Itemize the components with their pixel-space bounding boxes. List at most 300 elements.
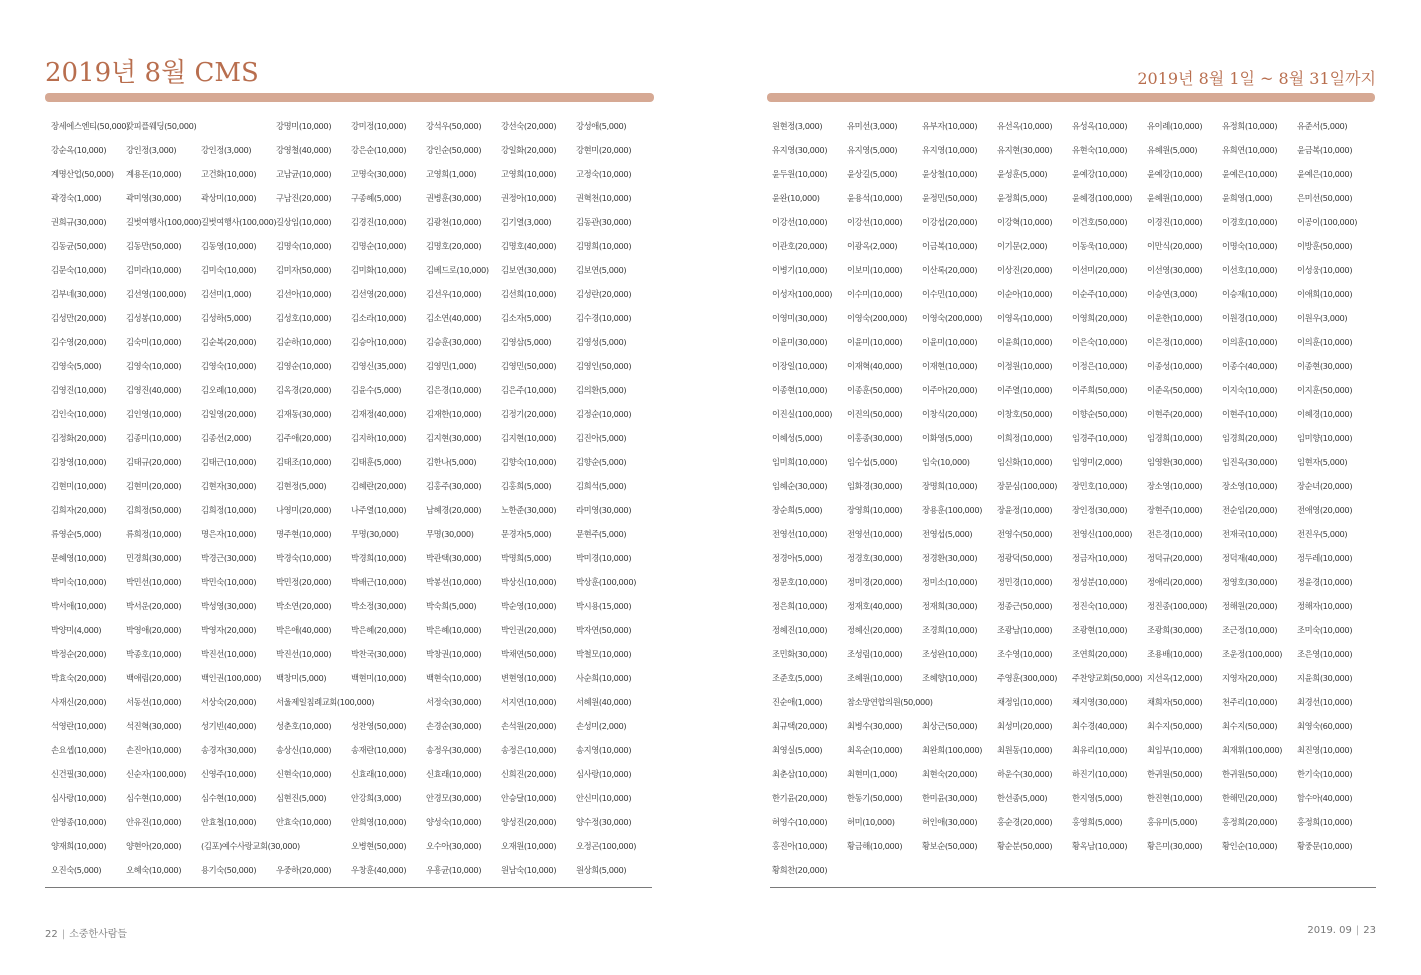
section-name: 소중한사람들 [69,929,128,940]
donor-entry: 김창영(10,000) [51,457,107,467]
donor-entry: 김희정(50,000) [126,505,182,515]
donor-entry: 황옥남(10,000) [1072,841,1128,851]
donor-entry: 윤두원(10,000) [772,169,828,179]
donor-entry: 하진기(10,000) [1072,769,1128,779]
donor-entry: 권희규(30,000) [51,217,107,227]
donor-entry: 이은정(10,000) [1147,337,1203,347]
donor-entry: 황인순(10,000) [1222,841,1278,851]
donor-entry: 이종현(10,000) [772,385,828,395]
donor-entry: 유이례(10,000) [1147,121,1203,131]
donor-entry: 이영옥(10,000) [997,313,1053,323]
donor-entry: 김재정(40,000) [351,409,407,419]
donor-entry: 강성애(5,000) [576,121,627,131]
donor-entry: 강인정(3,000) [201,145,252,155]
donor-row [772,690,1372,714]
donor-row [51,426,651,450]
donor-entry: 지윤희(30,000) [1297,673,1353,683]
donor-entry: 문혜영(10,000) [51,553,107,563]
donor-entry: 무명(30,000) [426,529,474,539]
donor-entry: 조광남(10,000) [997,625,1053,635]
donor-row [772,234,1372,258]
page-title: 2019년 8월 CMS [45,58,259,88]
donor-entry: 성기빈(40,000) [201,721,257,731]
donor-row [772,138,1372,162]
donor-entry: 나영미(20,000) [276,505,332,515]
donor-row [51,762,651,786]
donor-entry: 손석원(20,000) [501,721,557,731]
donor-entry: 백창미(5,000) [276,673,327,683]
donor-entry: 장민호(10,000) [1072,481,1128,491]
donor-entry: 서동선(10,000) [126,697,182,707]
donor-entry: 이보미(10,000) [847,265,903,275]
donor-entry: 박찬국(30,000) [351,649,407,659]
donor-entry: 고영희(1,000) [426,169,477,179]
footer-separator: | [1355,925,1360,936]
donor-row [772,258,1372,282]
title-bar [45,93,654,102]
donor-entry: 김광천(10,000) [426,217,482,227]
donor-entry: 조수영(10,000) [997,649,1053,659]
issue-date: 2019. 09 [1307,925,1352,936]
donor-row [772,762,1372,786]
donor-entry: 송정은(10,000) [501,745,557,755]
donor-entry: 김순하(10,000) [276,337,332,347]
donor-entry: 김오례(10,000) [201,385,257,395]
bottom-rule [45,887,652,888]
donor-entry: 장순희(5,000) [772,505,823,515]
donor-entry: 정미경(20,000) [847,577,903,587]
donor-entry: 주찬양교회(50,000) [1072,673,1143,683]
donor-entry: 최규택(20,000) [772,721,828,731]
footer-left [45,925,127,940]
donor-entry: 박경근(30,000) [201,553,257,563]
donor-entry: 이경진(10,000) [1147,217,1203,227]
donor-row [51,210,651,234]
donor-entry: 김정화(20,000) [51,433,107,443]
donor-entry: 전영섭(5,000) [922,529,973,539]
donor-entry: 전영선(10,000) [772,529,828,539]
donor-entry: 백현숙(10,000) [426,673,482,683]
donor-entry: 조성완(10,000) [922,649,978,659]
donor-entry: 김보연(30,000) [501,265,557,275]
donor-entry: 박인권(20,000) [501,625,557,635]
donor-entry: 김은경(10,000) [426,385,482,395]
donor-entry: 박정순(20,000) [51,649,107,659]
donor-entry: 길벗여행사(100,000) [126,217,202,227]
donor-entry: 계명산업(50,000) [51,169,114,179]
donor-entry: 박효숙(20,000) [51,673,107,683]
donor-entry: 곽상미(10,000) [201,193,257,203]
donor-entry: 곽미영(30,000) [126,193,182,203]
donor-entry: 고남균(10,000) [276,169,332,179]
donor-entry: 한선종(5,000) [997,793,1048,803]
donor-entry: 명은자(10,000) [201,529,257,539]
donor-entry: 이선영(30,000) [1147,265,1203,275]
donor-entry: 변현영(10,000) [501,673,557,683]
donor-entry: 박은혜(20,000) [351,625,407,635]
donor-entry: 원남숙(10,000) [501,865,557,875]
donor-entry: 최수지(50,000) [1222,721,1278,731]
donor-entry: 임진옥(30,000) [1222,457,1278,467]
donor-entry: 유미선(3,000) [847,121,898,131]
donor-entry: 이수민(10,000) [922,289,978,299]
donor-entry: 최성미(20,000) [997,721,1053,731]
donor-entry: 이방훈(50,000) [1297,241,1353,251]
donor-entry: 임숙(10,000) [922,457,970,467]
donor-entry: 강인순(50,000) [426,145,482,155]
donor-row [51,234,651,258]
donor-entry: 최임부(10,000) [1147,745,1203,755]
donor-entry: 오진숙(5,000) [51,865,102,875]
donor-entry: 백애림(20,000) [126,673,182,683]
donor-entry: 장인정(30,000) [1072,505,1128,515]
donor-entry: 김베드로(10,000) [426,265,489,275]
donor-entry: 이창식(20,000) [922,409,978,419]
donor-entry: 천주리(10,000) [1222,697,1278,707]
donor-entry: 박상신(10,000) [501,577,557,587]
donor-entry: 은미선(50,000) [1297,193,1353,203]
donor-row [51,714,651,738]
donor-entry: 이홍종(30,000) [847,433,903,443]
donor-row [51,258,651,282]
donor-entry: 김명숙(10,000) [276,241,332,251]
donor-entry: 석진혁(30,000) [126,721,182,731]
donor-entry: 이애희(10,000) [1297,289,1353,299]
donor-entry: 이영숙(200,000) [922,313,983,323]
donor-entry: 장현주(10,000) [1147,505,1203,515]
donor-row [772,594,1372,618]
donor-entry: 오정곤(100,000) [576,841,637,851]
donor-entry: 원상희(5,000) [576,865,627,875]
donor-row [772,642,1372,666]
donor-entry: 이영미(30,000) [772,313,828,323]
donor-row [772,354,1372,378]
donor-entry: 김태조(10,000) [276,457,332,467]
donor-entry: 우창훈(40,000) [351,865,407,875]
donor-entry: 허인애(30,000) [922,817,978,827]
donor-entry: 조용배(10,000) [1147,649,1203,659]
donor-entry: 최수경(40,000) [1072,721,1128,731]
donor-entry: (김포)예수사랑교회(30,000) [201,841,300,851]
donor-entry: 전애영(20,000) [1297,505,1353,515]
donor-entry: 박관택(30,000) [426,553,482,563]
donor-entry: 김지현(10,000) [501,433,557,443]
donor-entry: 이만식(20,000) [1147,241,1203,251]
donor-entry: 박민숙(10,000) [201,577,257,587]
donor-entry: 김보연(5,000) [576,265,627,275]
donor-entry: 함수아(40,000) [1297,793,1353,803]
donor-entry: 김윤수(5,000) [351,385,402,395]
donor-entry: 박성영(30,000) [201,601,257,611]
donor-entry: 김영순(10,000) [276,361,332,371]
donor-row [772,114,1372,138]
donor-row [772,570,1372,594]
donor-entry: 조운정(100,000) [1222,649,1283,659]
donor-entry: 박명희(5,000) [501,553,552,563]
donor-entry: 손요셉(10,000) [51,745,107,755]
donor-entry: 박은혜(10,000) [426,625,482,635]
donor-row [772,666,1372,690]
donor-entry: 홍정희(10,000) [1297,817,1353,827]
donor-entry: 임혜순(30,000) [772,481,828,491]
donor-entry: 이광옥(2,000) [847,241,898,251]
donor-entry: 이진실(100,000) [772,409,833,419]
donor-entry: 김현미(20,000) [126,481,182,491]
donor-entry: 김영민(1,000) [426,361,477,371]
donor-entry: 윤용석(10,000) [847,193,903,203]
donor-entry: 김동균(50,000) [51,241,107,251]
donor-entry: 전영수(50,000) [997,529,1053,539]
donor-entry: 김영신(35,000) [351,361,407,371]
donor-entry: 한진현(10,000) [1147,793,1203,803]
donor-entry: 이종훈(50,000) [847,385,903,395]
donor-entry: 안경모(30,000) [426,793,482,803]
donor-entry: 이윤희(10,000) [997,337,1053,347]
donor-row [51,306,651,330]
donor-entry: 김종선(2,000) [201,433,252,443]
donor-entry: 임신화(10,000) [997,457,1053,467]
donor-entry: 갓피플웨딩(50,000) [126,121,197,131]
donor-entry: 이선호(10,000) [1222,265,1278,275]
donor-entry: 백인권(100,000) [201,673,262,683]
donor-entry: 장소영(10,000) [1222,481,1278,491]
donor-entry: 용기숙(50,000) [201,865,257,875]
donor-entry: 고명숙(30,000) [351,169,407,179]
donor-entry: 김성란(20,000) [576,289,632,299]
donor-entry: 이경호(10,000) [1222,217,1278,227]
donor-entry: 김영숙(10,000) [201,361,257,371]
donor-entry: 조경희(10,000) [922,625,978,635]
donor-row [51,186,651,210]
donor-entry: 박은애(40,000) [276,625,332,635]
donor-entry: 김태근(10,000) [201,457,257,467]
donor-entry: 최영실(5,000) [772,745,823,755]
donor-entry: 권정아(10,000) [501,193,557,203]
donor-entry: 성찬영(50,000) [351,721,407,731]
donor-entry: 홍순경(20,000) [997,817,1053,827]
donor-entry: 구남진(20,000) [276,193,332,203]
donor-entry: 임경희(10,000) [1147,433,1203,443]
donor-entry: 문현주(5,000) [576,529,627,539]
donor-entry: 임경희(20,000) [1222,433,1278,443]
donor-entry: 유준서(5,000) [1297,121,1348,131]
donor-row [772,618,1372,642]
donor-entry: 정민경(10,000) [997,577,1053,587]
donor-entry: 유혜원(5,000) [1147,145,1198,155]
donor-entry: 이은숙(10,000) [1072,337,1128,347]
donor-row [51,474,651,498]
donor-entry: 정영호(30,000) [1222,577,1278,587]
donor-entry: 윤희영(1,000) [1222,193,1273,203]
donor-entry: 박영자(20,000) [201,625,257,635]
donor-entry: 정두레(10,000) [1297,553,1353,563]
donor-entry: 임영미(2,000) [1072,457,1123,467]
donor-entry: 김미숙(10,000) [201,265,257,275]
donor-row [772,738,1372,762]
donor-entry: 서지연(10,000) [501,697,557,707]
donor-entry: 정성분(10,000) [1072,577,1128,587]
donor-entry: 박서운(20,000) [126,601,182,611]
donor-entry: 윤정희(5,000) [997,193,1048,203]
donor-entry: 사재신(20,000) [51,697,107,707]
donor-entry: 이종성(10,000) [1147,361,1203,371]
donor-entry: 정진종(100,000) [1147,601,1208,611]
donor-entry: 박채연(50,000) [501,649,557,659]
donor-entry: 홍영희(5,000) [1072,817,1123,827]
donor-entry: 주영훈(300,000) [997,673,1058,683]
donor-entry: 이정은(10,000) [1072,361,1128,371]
donor-entry: 서혜원(40,000) [576,697,632,707]
donor-entry: 정혜진(10,000) [772,625,828,635]
donor-entry: 황순분(50,000) [997,841,1053,851]
donor-entry: 김인영(10,000) [126,409,182,419]
donor-entry: 최영숙(60,000) [1297,721,1353,731]
donor-row [51,450,651,474]
donor-entry: 김영성(5,000) [576,337,627,347]
donor-entry: 이준옥(50,000) [1147,385,1203,395]
donor-entry: 길벗여행사(100,000) [201,217,277,227]
donor-entry: 심사랑(10,000) [576,769,632,779]
donor-entry: 윤성훈(5,000) [997,169,1048,179]
donor-entry: 조성림(10,000) [847,649,903,659]
donor-entry: 김홍희(5,000) [501,481,552,491]
donor-entry: 박철모(10,000) [576,649,632,659]
donor-entry: 이강섭(20,000) [922,217,978,227]
donor-row [51,498,651,522]
donor-entry: 고건화(10,000) [201,169,257,179]
donor-row [51,786,651,810]
donor-entry: 박미숙(10,000) [51,577,107,587]
donor-entry: 성춘호(10,000) [276,721,332,731]
donor-entry: 이영희(20,000) [1072,313,1128,323]
donor-entry: 안유진(10,000) [126,817,182,827]
donor-entry: 김진아(5,000) [576,433,627,443]
donor-entry: 황보순(50,000) [922,841,978,851]
donor-entry: 김향순(5,000) [576,457,627,467]
donor-entry: 최현숙(20,000) [922,769,978,779]
donor-entry: 이희정(10,000) [997,433,1053,443]
donor-entry: 김재동(30,000) [276,409,332,419]
donor-entry: 전순임(20,000) [1222,505,1278,515]
donor-entry: 강인정(3,000) [126,145,177,155]
donor-entry: 이재현(10,000) [922,361,978,371]
donor-entry: 조은영(10,000) [1297,649,1353,659]
donor-entry: 윤예강(10,000) [1072,169,1128,179]
donor-entry: 안효숙(10,000) [276,817,332,827]
donor-entry: 임영환(30,000) [1147,457,1203,467]
donor-entry: 한기숙(10,000) [1297,769,1353,779]
donor-row [51,138,651,162]
donor-entry: 임미희(10,000) [772,457,828,467]
donor-entry: 정재희(30,000) [922,601,978,611]
donor-entry: 김선희(10,000) [501,289,557,299]
donor-entry: 장세에스엔티(50,000) [51,121,129,131]
donor-entry: 명주현(10,000) [276,529,332,539]
donor-entry: 손진아(10,000) [126,745,182,755]
donor-entry: 윤혜원(10,000) [1147,193,1203,203]
donor-entry: 이수미(10,000) [847,289,903,299]
donor-entry: 박숙희(5,000) [426,601,477,611]
donor-entry: 김영인(50,000) [576,361,632,371]
donor-entry: 이원우(3,000) [1297,313,1348,323]
donor-entry: 김은주(10,000) [501,385,557,395]
donor-row [51,330,651,354]
donor-entry: 길상임(10,000) [276,217,332,227]
donor-entry: 전영신(100,000) [1072,529,1133,539]
donor-row [772,858,1372,882]
donor-row [772,546,1372,570]
donor-entry: 권혁천(10,000) [576,193,632,203]
donor-entry: 무명(30,000) [351,529,399,539]
donor-entry: 유선옥(10,000) [997,121,1053,131]
title-bar [767,93,1375,102]
donor-entry: 김지현(30,000) [426,433,482,443]
page-number: 22 [45,929,58,940]
left-page [0,0,700,975]
donor-entry: 한귀원(50,000) [1147,769,1203,779]
donor-entry: 박소연(20,000) [276,601,332,611]
donor-entry: 조근정(10,000) [1222,625,1278,635]
donor-entry: 김수경(10,000) [576,313,632,323]
donor-entry: 김홍주(30,000) [426,481,482,491]
donor-entry: 조혜원(10,000) [847,673,903,683]
donor-entry: 안효철(10,000) [201,817,257,827]
donor-entry: 이종수(40,000) [1222,361,1278,371]
donor-entry: 김미자(50,000) [276,265,332,275]
donor-entry: 김동관(30,000) [576,217,632,227]
donor-entry: 김부네(30,000) [51,289,107,299]
donor-entry: 조광현(10,000) [1072,625,1128,635]
donor-entry: 허영수(10,000) [772,817,828,827]
donor-entry: 정종근(50,000) [997,601,1053,611]
donor-row [772,306,1372,330]
donor-entry: 강순옥(10,000) [51,145,107,155]
donor-entry: 홍정희(20,000) [1222,817,1278,827]
donor-entry: 윤예강(10,000) [1147,169,1203,179]
donor-row [772,402,1372,426]
donor-entry: 이공이(100,000) [1297,217,1358,227]
donor-row [772,330,1372,354]
donor-entry: 강영철(40,000) [276,145,332,155]
donor-entry: 김선영(20,000) [351,289,407,299]
donor-entry: 백현미(10,000) [351,673,407,683]
donor-entry: 황중문(10,000) [1297,841,1353,851]
donor-entry: 김현정(5,000) [276,481,327,491]
donor-entry: 김영숙(10,000) [126,361,182,371]
donor-entry: 이산록(20,000) [922,265,978,275]
donor-entry: 박자연(50,000) [576,625,632,635]
donor-entry: 이강선(10,000) [772,217,828,227]
donor-entry: 이상진(20,000) [997,265,1053,275]
donor-entry: 최춘삼(10,000) [772,769,828,779]
donor-entry: 유부자(10,000) [922,121,978,131]
donor-entry: 우흥균(10,000) [426,865,482,875]
donor-entry: 김영숙(5,000) [51,361,102,371]
donor-row [51,618,651,642]
donor-entry: 김명호(20,000) [426,241,482,251]
donor-entry: 임수섭(5,000) [847,457,898,467]
donor-entry: 계용돈(10,000) [126,169,182,179]
donor-entry: 양현아(20,000) [126,841,182,851]
donor-entry: 조민화(30,000) [772,649,828,659]
donor-entry: 윤예은(10,000) [1297,169,1353,179]
donor-entry: 정혜신(20,000) [847,625,903,635]
donor-entry: 고정숙(10,000) [576,169,632,179]
donor-entry: 오병현(50,000) [351,841,407,851]
donor-entry: 정경호(30,000) [847,553,903,563]
donor-entry: 박상훈(100,000) [576,577,637,587]
donor-entry: 김성봉(10,000) [126,313,182,323]
